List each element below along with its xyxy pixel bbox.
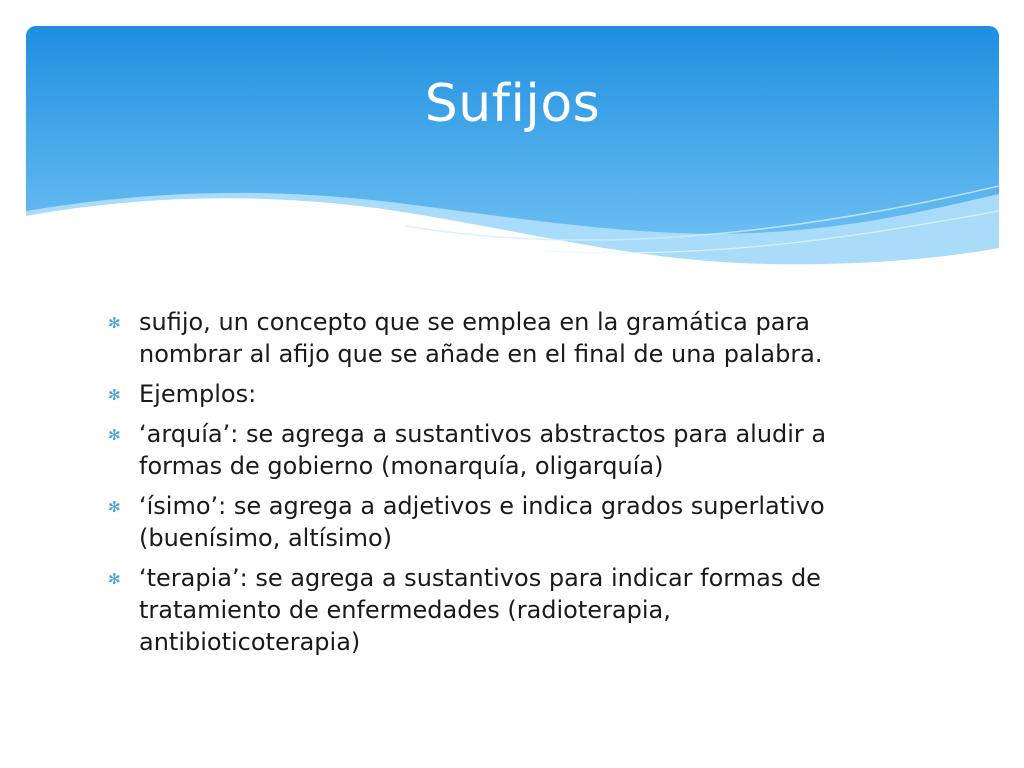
list-item — [108, 306, 898, 370]
bullet-text: ‘ísimo’: se agrega a adjetivos e indica grados superlativo (buenísimo, altísimo) — [139, 492, 825, 552]
bullet-text: ‘terapia’: se agrega a sustantivos para indicar formas de tratamiento de enfermedades (radioterapia, antibioticoterapia) — [139, 564, 821, 656]
asterisk-icon: ✻ — [108, 498, 121, 516]
list-item — [108, 490, 898, 554]
asterisk-icon: ✻ — [108, 314, 121, 332]
list-item — [108, 562, 898, 658]
header-banner — [26, 26, 999, 286]
list-item — [108, 418, 898, 482]
bullet-text: ‘arquía’: se agrega a sustantivos abstractos para aludir a formas de gobierno (monarquía, oligarquía) — [139, 420, 827, 480]
bullet-list — [108, 306, 898, 666]
slide-title: Sufijos — [424, 74, 601, 134]
bullet-text: Ejemplos: — [139, 380, 257, 408]
asterisk-icon: ✻ — [108, 570, 121, 588]
bullet-text: sufijo, un concepto que se emplea en la gramática para nombrar al afijo que se añade en el final de una palabra. — [139, 308, 823, 368]
wave-banner-graphic — [26, 26, 999, 286]
asterisk-icon: ✻ — [108, 426, 121, 444]
asterisk-icon: ✻ — [108, 386, 121, 404]
list-item — [108, 378, 898, 410]
